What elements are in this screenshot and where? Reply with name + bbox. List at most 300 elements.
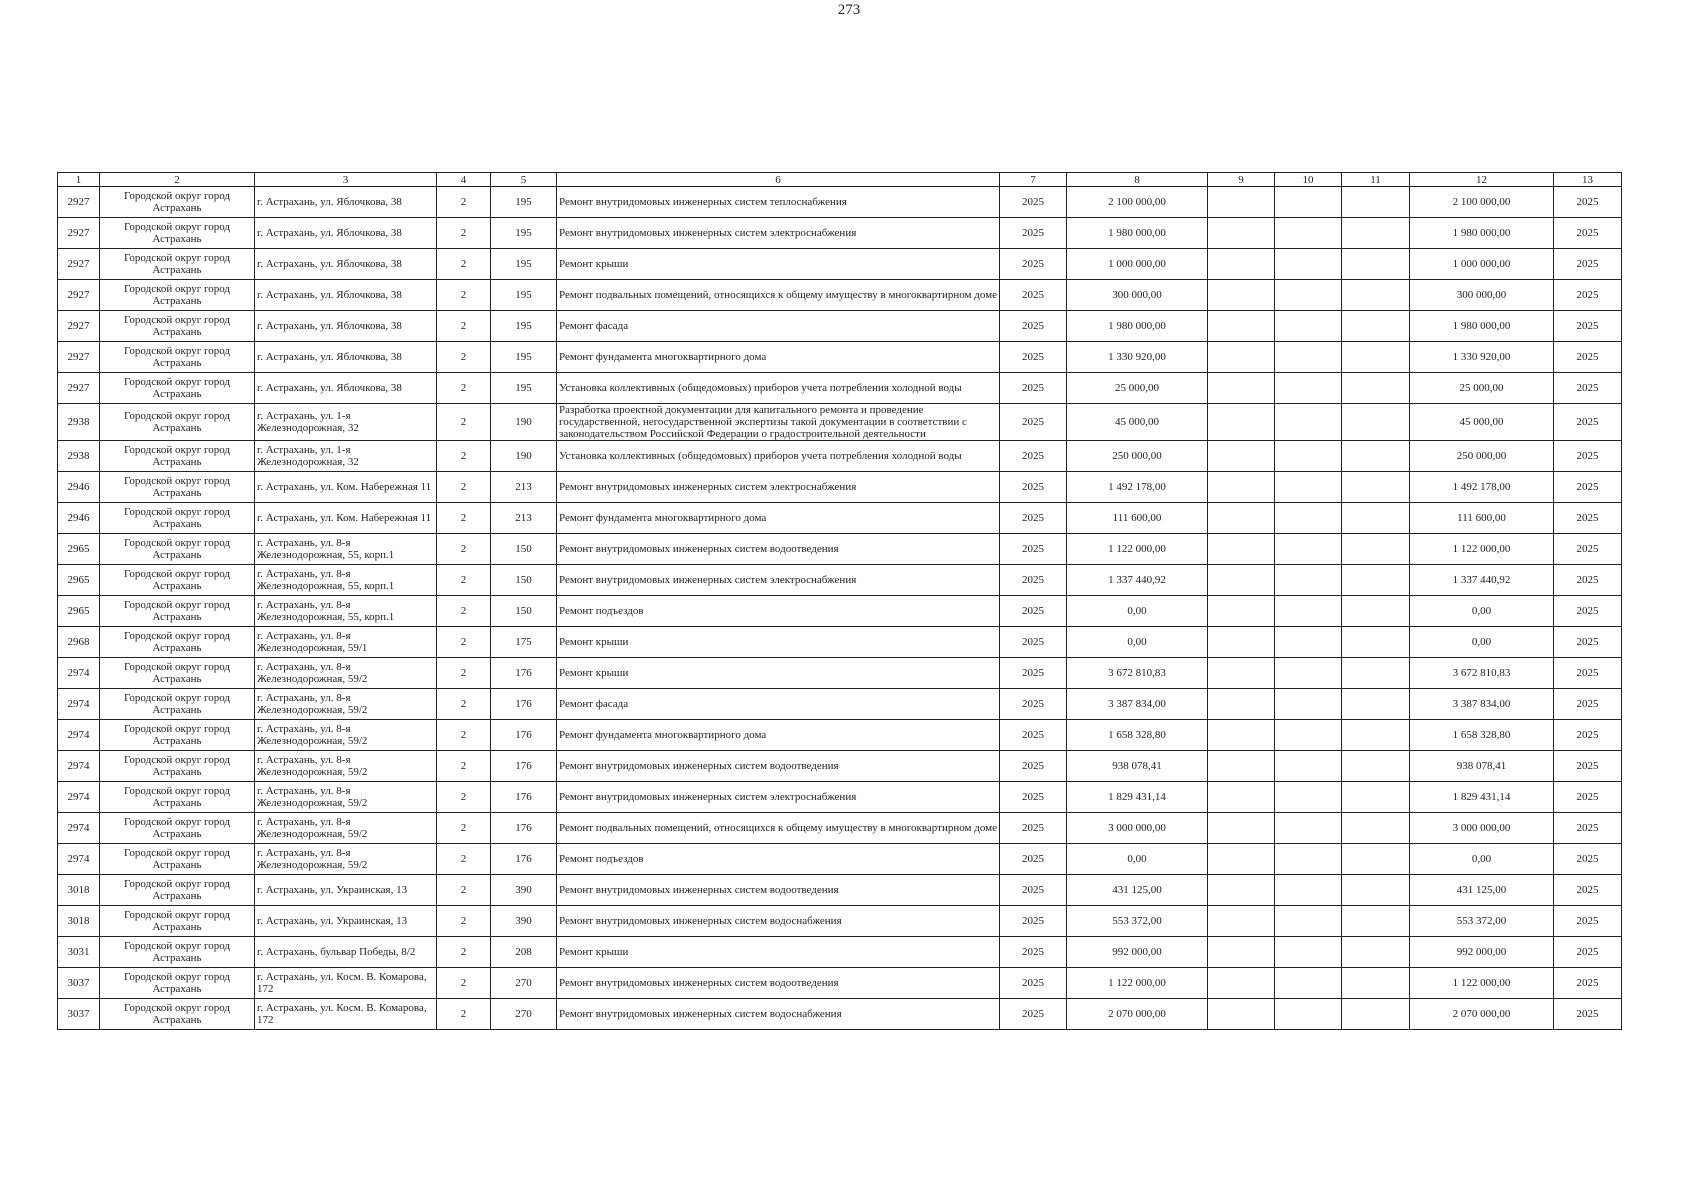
- work-type-cell: Ремонт внутридомовых инженерных систем водоотведения: [557, 875, 1000, 906]
- table-row: [58, 720, 1622, 751]
- column-12-value-cell: 0,00: [1410, 627, 1554, 658]
- municipality-cell: Городской округ город Астрахань: [100, 627, 255, 658]
- column-10-value-cell: [1275, 689, 1342, 720]
- column-header: 12: [1410, 173, 1554, 187]
- total-cost-cell: 1 337 440,92: [1067, 565, 1208, 596]
- column-12-value-cell: 553 372,00: [1410, 906, 1554, 937]
- address-cell: г. Астрахань, ул. 8-я Железнодорожная, 59/2: [255, 782, 437, 813]
- column-12-value-cell: 45 000,00: [1410, 404, 1554, 441]
- column-10-value-cell: [1275, 906, 1342, 937]
- address-cell: г. Астрахань, ул. 8-я Железнодорожная, 55, корп.1: [255, 565, 437, 596]
- completion-year-cell: 2025: [1554, 249, 1622, 280]
- column-12-value-cell: 1 122 000,00: [1410, 968, 1554, 999]
- column-9-value-cell: [1208, 187, 1275, 218]
- column-5-value-cell: 150: [491, 565, 557, 596]
- column-7-value-cell: 2025: [1000, 249, 1067, 280]
- completion-year-cell: 2025: [1554, 813, 1622, 844]
- column-4-value-cell: 2: [437, 720, 491, 751]
- column-5-value-cell: 390: [491, 875, 557, 906]
- column-12-value-cell: 111 600,00: [1410, 503, 1554, 534]
- total-cost-cell: 25 000,00: [1067, 373, 1208, 404]
- column-10-value-cell: [1275, 937, 1342, 968]
- table-row: [58, 503, 1622, 534]
- column-4-value-cell: 2: [437, 280, 491, 311]
- column-header: 3: [255, 173, 437, 187]
- column-9-value-cell: [1208, 280, 1275, 311]
- row-number-cell: 2974: [58, 658, 100, 689]
- row-number-cell: 2927: [58, 187, 100, 218]
- work-type-cell: Ремонт внутридомовых инженерных систем водоотведения: [557, 534, 1000, 565]
- municipality-cell: Городской округ город Астрахань: [100, 937, 255, 968]
- total-cost-cell: 2 100 000,00: [1067, 187, 1208, 218]
- column-7-value-cell: 2025: [1000, 720, 1067, 751]
- column-9-value-cell: [1208, 813, 1275, 844]
- column-9-value-cell: [1208, 999, 1275, 1030]
- column-7-value-cell: 2025: [1000, 280, 1067, 311]
- row-number-cell: 2968: [58, 627, 100, 658]
- column-7-value-cell: 2025: [1000, 342, 1067, 373]
- column-9-value-cell: [1208, 218, 1275, 249]
- column-5-value-cell: 176: [491, 689, 557, 720]
- column-header: 5: [491, 173, 557, 187]
- completion-year-cell: 2025: [1554, 844, 1622, 875]
- total-cost-cell: 45 000,00: [1067, 404, 1208, 441]
- total-cost-cell: 3 672 810,83: [1067, 658, 1208, 689]
- completion-year-cell: 2025: [1554, 404, 1622, 441]
- total-cost-cell: 1 829 431,14: [1067, 782, 1208, 813]
- work-type-cell: Ремонт внутридомовых инженерных систем электроснабжения: [557, 782, 1000, 813]
- column-5-value-cell: 195: [491, 342, 557, 373]
- column-10-value-cell: [1275, 534, 1342, 565]
- row-number-cell: 2927: [58, 311, 100, 342]
- address-cell: г. Астрахань, ул. Яблочкова, 38: [255, 342, 437, 373]
- column-10-value-cell: [1275, 875, 1342, 906]
- total-cost-cell: 2 070 000,00: [1067, 999, 1208, 1030]
- table-body: [58, 187, 1622, 1030]
- work-type-cell: Ремонт внутридомовых инженерных систем водоснабжения: [557, 999, 1000, 1030]
- column-10-value-cell: [1275, 968, 1342, 999]
- completion-year-cell: 2025: [1554, 782, 1622, 813]
- column-7-value-cell: 2025: [1000, 218, 1067, 249]
- column-12-value-cell: 3 000 000,00: [1410, 813, 1554, 844]
- table-row: [58, 534, 1622, 565]
- column-11-value-cell: [1342, 249, 1410, 280]
- column-11-value-cell: [1342, 441, 1410, 472]
- work-type-cell: Ремонт внутридомовых инженерных систем электроснабжения: [557, 565, 1000, 596]
- table-row: [58, 311, 1622, 342]
- column-9-value-cell: [1208, 906, 1275, 937]
- municipality-cell: Городской округ город Астрахань: [100, 906, 255, 937]
- column-11-value-cell: [1342, 280, 1410, 311]
- column-11-value-cell: [1342, 373, 1410, 404]
- column-9-value-cell: [1208, 441, 1275, 472]
- column-9-value-cell: [1208, 311, 1275, 342]
- column-10-value-cell: [1275, 404, 1342, 441]
- column-4-value-cell: 2: [437, 187, 491, 218]
- address-cell: г. Астрахань, ул. 8-я Железнодорожная, 59/2: [255, 658, 437, 689]
- municipality-cell: Городской округ город Астрахань: [100, 404, 255, 441]
- column-10-value-cell: [1275, 441, 1342, 472]
- column-7-value-cell: 2025: [1000, 311, 1067, 342]
- address-cell: г. Астрахань, ул. Яблочкова, 38: [255, 187, 437, 218]
- column-4-value-cell: 2: [437, 689, 491, 720]
- row-number-cell: 2927: [58, 218, 100, 249]
- column-12-value-cell: 250 000,00: [1410, 441, 1554, 472]
- address-cell: г. Астрахань, ул. 8-я Железнодорожная, 59/2: [255, 813, 437, 844]
- column-10-value-cell: [1275, 565, 1342, 596]
- row-number-cell: 2965: [58, 596, 100, 627]
- column-5-value-cell: 150: [491, 596, 557, 627]
- column-4-value-cell: 2: [437, 658, 491, 689]
- municipality-cell: Городской округ город Астрахань: [100, 596, 255, 627]
- work-type-cell: Ремонт крыши: [557, 627, 1000, 658]
- table-row: [58, 187, 1622, 218]
- row-number-cell: 2927: [58, 280, 100, 311]
- row-number-cell: 2974: [58, 782, 100, 813]
- column-7-value-cell: 2025: [1000, 844, 1067, 875]
- total-cost-cell: 250 000,00: [1067, 441, 1208, 472]
- column-7-value-cell: 2025: [1000, 689, 1067, 720]
- column-10-value-cell: [1275, 503, 1342, 534]
- work-type-cell: Ремонт фасада: [557, 689, 1000, 720]
- column-7-value-cell: 2025: [1000, 751, 1067, 782]
- column-11-value-cell: [1342, 720, 1410, 751]
- address-cell: г. Астрахань, ул. Ком. Набережная 11: [255, 503, 437, 534]
- column-11-value-cell: [1342, 565, 1410, 596]
- column-9-value-cell: [1208, 844, 1275, 875]
- completion-year-cell: 2025: [1554, 689, 1622, 720]
- row-number-cell: 2927: [58, 373, 100, 404]
- completion-year-cell: 2025: [1554, 342, 1622, 373]
- column-12-value-cell: 3 387 834,00: [1410, 689, 1554, 720]
- column-7-value-cell: 2025: [1000, 404, 1067, 441]
- column-header: 4: [437, 173, 491, 187]
- municipality-cell: Городской округ город Астрахань: [100, 373, 255, 404]
- table-row: [58, 373, 1622, 404]
- column-5-value-cell: 270: [491, 999, 557, 1030]
- address-cell: г. Астрахань, ул. Яблочкова, 38: [255, 218, 437, 249]
- work-type-cell: Ремонт подъездов: [557, 596, 1000, 627]
- column-11-value-cell: [1342, 782, 1410, 813]
- column-10-value-cell: [1275, 596, 1342, 627]
- column-4-value-cell: 2: [437, 218, 491, 249]
- column-4-value-cell: 2: [437, 627, 491, 658]
- column-5-value-cell: 190: [491, 404, 557, 441]
- row-number-cell: 2946: [58, 503, 100, 534]
- completion-year-cell: 2025: [1554, 503, 1622, 534]
- row-number-cell: 2974: [58, 689, 100, 720]
- table-row: [58, 342, 1622, 373]
- column-4-value-cell: 2: [437, 342, 491, 373]
- completion-year-cell: 2025: [1554, 187, 1622, 218]
- table-row: [58, 441, 1622, 472]
- municipality-cell: Городской округ город Астрахань: [100, 187, 255, 218]
- municipality-cell: Городской округ город Астрахань: [100, 875, 255, 906]
- municipality-cell: Городской округ город Астрахань: [100, 968, 255, 999]
- column-10-value-cell: [1275, 782, 1342, 813]
- column-5-value-cell: 208: [491, 937, 557, 968]
- column-10-value-cell: [1275, 187, 1342, 218]
- municipality-cell: Городской округ город Астрахань: [100, 280, 255, 311]
- column-5-value-cell: 195: [491, 311, 557, 342]
- row-number-cell: 3018: [58, 875, 100, 906]
- address-cell: г. Астрахань, ул. Яблочкова, 38: [255, 373, 437, 404]
- column-5-value-cell: 190: [491, 441, 557, 472]
- column-9-value-cell: [1208, 875, 1275, 906]
- municipality-cell: Городской округ город Астрахань: [100, 689, 255, 720]
- column-12-value-cell: 300 000,00: [1410, 280, 1554, 311]
- work-type-cell: Ремонт фундамента многоквартирного дома: [557, 720, 1000, 751]
- total-cost-cell: 431 125,00: [1067, 875, 1208, 906]
- table-row: [58, 906, 1622, 937]
- total-cost-cell: 938 078,41: [1067, 751, 1208, 782]
- column-7-value-cell: 2025: [1000, 441, 1067, 472]
- column-10-value-cell: [1275, 658, 1342, 689]
- column-12-value-cell: 2 100 000,00: [1410, 187, 1554, 218]
- column-4-value-cell: 2: [437, 565, 491, 596]
- column-4-value-cell: 2: [437, 968, 491, 999]
- municipality-cell: Городской округ город Астрахань: [100, 503, 255, 534]
- column-4-value-cell: 2: [437, 875, 491, 906]
- column-12-value-cell: 1 980 000,00: [1410, 311, 1554, 342]
- column-4-value-cell: 2: [437, 844, 491, 875]
- column-4-value-cell: 2: [437, 404, 491, 441]
- column-7-value-cell: 2025: [1000, 627, 1067, 658]
- table-row: [58, 658, 1622, 689]
- row-number-cell: 2974: [58, 813, 100, 844]
- table-row: [58, 999, 1622, 1030]
- row-number-cell: 2927: [58, 249, 100, 280]
- column-header: 7: [1000, 173, 1067, 187]
- address-cell: г. Астрахань, ул. 1-я Железнодорожная, 32: [255, 441, 437, 472]
- municipality-cell: Городской округ город Астрахань: [100, 472, 255, 503]
- work-type-cell: Ремонт внутридомовых инженерных систем водоотведения: [557, 968, 1000, 999]
- municipality-cell: Городской округ город Астрахань: [100, 751, 255, 782]
- row-number-cell: 2938: [58, 441, 100, 472]
- column-11-value-cell: [1342, 534, 1410, 565]
- completion-year-cell: 2025: [1554, 534, 1622, 565]
- column-4-value-cell: 2: [437, 596, 491, 627]
- work-type-cell: Ремонт внутридомовых инженерных систем электроснабжения: [557, 472, 1000, 503]
- column-9-value-cell: [1208, 627, 1275, 658]
- table-row: [58, 218, 1622, 249]
- work-type-cell: Ремонт фасада: [557, 311, 1000, 342]
- row-number-cell: 2965: [58, 565, 100, 596]
- completion-year-cell: 2025: [1554, 565, 1622, 596]
- column-12-value-cell: 1 000 000,00: [1410, 249, 1554, 280]
- column-4-value-cell: 2: [437, 813, 491, 844]
- total-cost-cell: 0,00: [1067, 627, 1208, 658]
- column-9-value-cell: [1208, 565, 1275, 596]
- column-10-value-cell: [1275, 218, 1342, 249]
- table-row: [58, 249, 1622, 280]
- table-row: [58, 689, 1622, 720]
- column-5-value-cell: 176: [491, 751, 557, 782]
- total-cost-cell: 553 372,00: [1067, 906, 1208, 937]
- address-cell: г. Астрахань, бульвар Победы, 8/2: [255, 937, 437, 968]
- column-7-value-cell: 2025: [1000, 875, 1067, 906]
- column-11-value-cell: [1342, 503, 1410, 534]
- column-header: 8: [1067, 173, 1208, 187]
- column-7-value-cell: 2025: [1000, 503, 1067, 534]
- completion-year-cell: 2025: [1554, 968, 1622, 999]
- column-12-value-cell: 1 829 431,14: [1410, 782, 1554, 813]
- column-10-value-cell: [1275, 813, 1342, 844]
- column-10-value-cell: [1275, 999, 1342, 1030]
- completion-year-cell: 2025: [1554, 720, 1622, 751]
- completion-year-cell: 2025: [1554, 472, 1622, 503]
- column-4-value-cell: 2: [437, 249, 491, 280]
- column-5-value-cell: 195: [491, 218, 557, 249]
- work-type-cell: Ремонт фундамента многоквартирного дома: [557, 342, 1000, 373]
- completion-year-cell: 2025: [1554, 999, 1622, 1030]
- table-row: [58, 627, 1622, 658]
- table-row: [58, 565, 1622, 596]
- municipality-cell: Городской округ город Астрахань: [100, 999, 255, 1030]
- column-12-value-cell: 1 337 440,92: [1410, 565, 1554, 596]
- column-12-value-cell: 431 125,00: [1410, 875, 1554, 906]
- address-cell: г. Астрахань, ул. 8-я Железнодорожная, 59/2: [255, 689, 437, 720]
- column-10-value-cell: [1275, 249, 1342, 280]
- row-number-cell: 3031: [58, 937, 100, 968]
- column-4-value-cell: 2: [437, 472, 491, 503]
- column-header: 13: [1554, 173, 1622, 187]
- municipality-cell: Городской округ город Астрахань: [100, 218, 255, 249]
- total-cost-cell: 300 000,00: [1067, 280, 1208, 311]
- row-number-cell: 2974: [58, 751, 100, 782]
- column-10-value-cell: [1275, 311, 1342, 342]
- total-cost-cell: 1 330 920,00: [1067, 342, 1208, 373]
- table-row: [58, 937, 1622, 968]
- column-11-value-cell: [1342, 311, 1410, 342]
- completion-year-cell: 2025: [1554, 875, 1622, 906]
- address-cell: г. Астрахань, ул. 8-я Железнодорожная, 59/2: [255, 751, 437, 782]
- column-11-value-cell: [1342, 999, 1410, 1030]
- column-11-value-cell: [1342, 218, 1410, 249]
- column-header: 10: [1275, 173, 1342, 187]
- row-number-cell: 2946: [58, 472, 100, 503]
- column-9-value-cell: [1208, 689, 1275, 720]
- column-12-value-cell: 992 000,00: [1410, 937, 1554, 968]
- work-type-cell: Ремонт подвальных помещений, относящихся к общему имуществу в многоквартирном доме: [557, 813, 1000, 844]
- column-7-value-cell: 2025: [1000, 906, 1067, 937]
- total-cost-cell: 1 492 178,00: [1067, 472, 1208, 503]
- row-number-cell: 3037: [58, 999, 100, 1030]
- work-type-cell: Ремонт крыши: [557, 658, 1000, 689]
- column-10-value-cell: [1275, 720, 1342, 751]
- column-5-value-cell: 270: [491, 968, 557, 999]
- column-7-value-cell: 2025: [1000, 999, 1067, 1030]
- column-4-value-cell: 2: [437, 534, 491, 565]
- column-9-value-cell: [1208, 596, 1275, 627]
- address-cell: г. Астрахань, ул. Украинская, 13: [255, 875, 437, 906]
- column-11-value-cell: [1342, 968, 1410, 999]
- total-cost-cell: 1 000 000,00: [1067, 249, 1208, 280]
- completion-year-cell: 2025: [1554, 218, 1622, 249]
- column-5-value-cell: 195: [491, 187, 557, 218]
- column-7-value-cell: 2025: [1000, 472, 1067, 503]
- column-12-value-cell: 0,00: [1410, 596, 1554, 627]
- work-type-cell: Ремонт подвальных помещений, относящихся к общему имуществу в многоквартирном доме: [557, 280, 1000, 311]
- total-cost-cell: 1 122 000,00: [1067, 968, 1208, 999]
- column-11-value-cell: [1342, 472, 1410, 503]
- column-5-value-cell: 176: [491, 844, 557, 875]
- work-type-cell: Ремонт внутридомовых инженерных систем водоснабжения: [557, 906, 1000, 937]
- row-number-cell: 2974: [58, 844, 100, 875]
- column-9-value-cell: [1208, 968, 1275, 999]
- address-cell: г. Астрахань, ул. 8-я Железнодорожная, 59/2: [255, 844, 437, 875]
- row-number-cell: 3037: [58, 968, 100, 999]
- completion-year-cell: 2025: [1554, 906, 1622, 937]
- column-5-value-cell: 176: [491, 813, 557, 844]
- column-9-value-cell: [1208, 751, 1275, 782]
- total-cost-cell: 1 980 000,00: [1067, 311, 1208, 342]
- column-7-value-cell: 2025: [1000, 373, 1067, 404]
- column-11-value-cell: [1342, 658, 1410, 689]
- column-5-value-cell: 175: [491, 627, 557, 658]
- table-row: [58, 844, 1622, 875]
- column-12-value-cell: 1 658 328,80: [1410, 720, 1554, 751]
- work-type-cell: Ремонт внутридомовых инженерных систем электроснабжения: [557, 218, 1000, 249]
- municipality-cell: Городской округ город Астрахань: [100, 782, 255, 813]
- address-cell: г. Астрахань, ул. Ком. Набережная 11: [255, 472, 437, 503]
- work-type-cell: Ремонт фундамента многоквартирного дома: [557, 503, 1000, 534]
- table-row: [58, 782, 1622, 813]
- address-cell: г. Астрахань, ул. Яблочкова, 38: [255, 249, 437, 280]
- column-10-value-cell: [1275, 472, 1342, 503]
- municipality-cell: Городской округ город Астрахань: [100, 844, 255, 875]
- column-5-value-cell: 176: [491, 658, 557, 689]
- address-cell: г. Астрахань, ул. 8-я Железнодорожная, 55, корп.1: [255, 596, 437, 627]
- column-10-value-cell: [1275, 373, 1342, 404]
- column-header: 9: [1208, 173, 1275, 187]
- column-12-value-cell: 3 672 810,83: [1410, 658, 1554, 689]
- column-11-value-cell: [1342, 906, 1410, 937]
- column-11-value-cell: [1342, 875, 1410, 906]
- column-5-value-cell: 195: [491, 280, 557, 311]
- column-5-value-cell: 176: [491, 782, 557, 813]
- row-number-cell: 2927: [58, 342, 100, 373]
- completion-year-cell: 2025: [1554, 441, 1622, 472]
- column-10-value-cell: [1275, 844, 1342, 875]
- municipality-cell: Городской округ город Астрахань: [100, 813, 255, 844]
- column-9-value-cell: [1208, 782, 1275, 813]
- work-type-cell: Ремонт внутридомовых инженерных систем водоотведения: [557, 751, 1000, 782]
- column-5-value-cell: 176: [491, 720, 557, 751]
- column-11-value-cell: [1342, 937, 1410, 968]
- work-type-cell: Ремонт крыши: [557, 249, 1000, 280]
- column-9-value-cell: [1208, 937, 1275, 968]
- total-cost-cell: 1 658 328,80: [1067, 720, 1208, 751]
- total-cost-cell: 3 000 000,00: [1067, 813, 1208, 844]
- column-header: 2: [100, 173, 255, 187]
- column-9-value-cell: [1208, 342, 1275, 373]
- work-type-cell: Установка коллективных (общедомовых) приборов учета потребления холодной воды: [557, 441, 1000, 472]
- column-10-value-cell: [1275, 280, 1342, 311]
- total-cost-cell: 1 980 000,00: [1067, 218, 1208, 249]
- municipality-cell: Городской округ город Астрахань: [100, 658, 255, 689]
- work-type-cell: Ремонт подъездов: [557, 844, 1000, 875]
- municipality-cell: Городской округ город Астрахань: [100, 342, 255, 373]
- column-12-value-cell: 25 000,00: [1410, 373, 1554, 404]
- column-7-value-cell: 2025: [1000, 534, 1067, 565]
- column-10-value-cell: [1275, 342, 1342, 373]
- municipality-cell: Городской округ город Астрахань: [100, 249, 255, 280]
- column-9-value-cell: [1208, 720, 1275, 751]
- column-5-value-cell: 195: [491, 249, 557, 280]
- table-row: [58, 404, 1622, 441]
- total-cost-cell: 3 387 834,00: [1067, 689, 1208, 720]
